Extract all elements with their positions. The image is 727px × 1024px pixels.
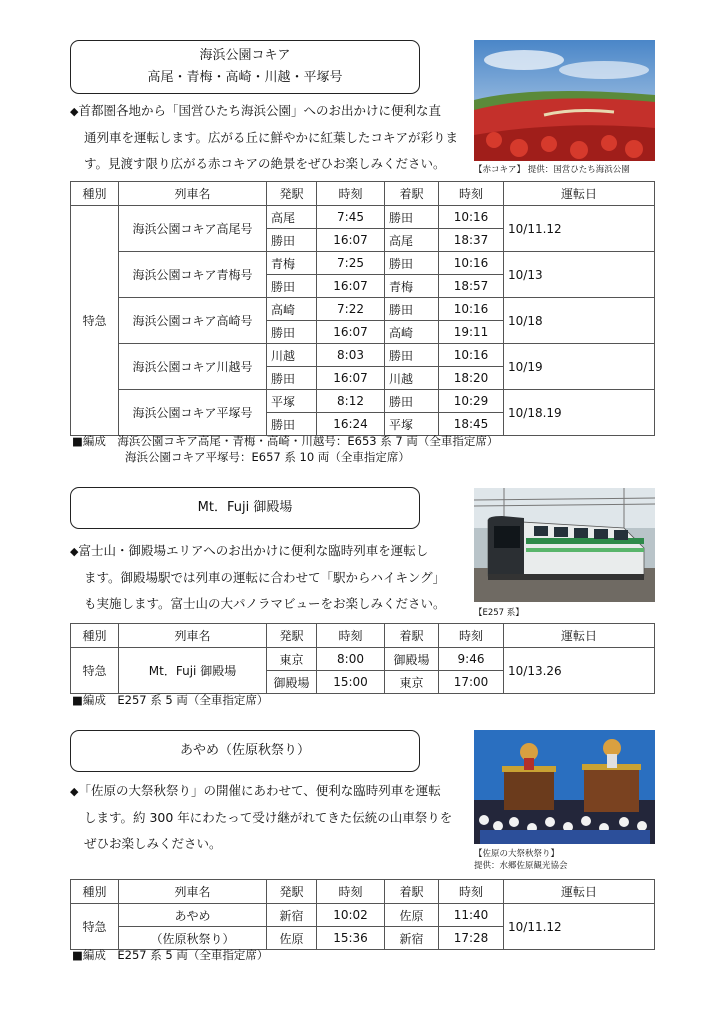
- table-header-row: [71, 182, 655, 206]
- intro-line: ◆首都圏各地から「国営ひたち海浜公園」へのお出かけに便利な直: [70, 103, 441, 118]
- table-header-row: [71, 624, 655, 648]
- section1-photo-caption: 【赤コキア】 提供：国営ひたち海浜公園: [474, 165, 630, 175]
- departure-time: 16:07: [317, 229, 385, 252]
- departure-station: 勝田: [267, 413, 317, 436]
- departure-station: 勝田: [267, 229, 317, 252]
- sawara-festival-photo: [474, 730, 655, 844]
- section3-intro: [70, 778, 470, 857]
- arrival-station: 青梅: [385, 275, 439, 298]
- departure-time: 8:00: [317, 648, 385, 671]
- train-name-line2: （佐原秋祭り）: [119, 927, 267, 950]
- arrival-station: 高尾: [385, 229, 439, 252]
- departure-station: 青梅: [267, 252, 317, 275]
- header-operating-days: 運転日: [504, 624, 655, 648]
- train-name: 海浜公園コキア高尾号: [119, 206, 267, 252]
- train-name: 海浜公園コキア平塚号: [119, 390, 267, 436]
- section1-formation-note: [72, 433, 498, 465]
- header-departure-station: 発駅: [267, 880, 317, 904]
- departure-station: 御殿場: [267, 671, 317, 694]
- section1-title-line1: 海浜公園コキア: [199, 48, 291, 63]
- section2-intro: [70, 538, 470, 617]
- departure-time: 16:07: [317, 321, 385, 344]
- departure-station: 勝田: [267, 275, 317, 298]
- header-type: 種別: [71, 624, 119, 648]
- arrival-time: 10:16: [439, 298, 504, 321]
- section2-timetable: [70, 623, 655, 694]
- arrival-time: 17:00: [439, 671, 504, 694]
- arrival-station: 勝田: [385, 390, 439, 413]
- header-train-name: 列車名: [119, 182, 267, 206]
- operating-days: 10/11.12: [504, 206, 655, 252]
- table-row: [71, 298, 655, 321]
- intro-line: ◆富士山・御殿場エリアへのお出かけに便利な臨時列車を運転し: [70, 543, 429, 558]
- caption-line: 【佐原の大祭秋祭り】: [474, 849, 560, 859]
- header-arrival-station: 着駅: [385, 182, 439, 206]
- operating-days: 10/19: [504, 344, 655, 390]
- departure-time: 8:03: [317, 344, 385, 367]
- kochia-photo: [474, 40, 655, 161]
- arrival-time: 17:28: [439, 927, 504, 950]
- intro-line: も実施します。富士山の大パノラマビューをお楽しみください。: [84, 596, 446, 611]
- header-operating-days: 運転日: [504, 880, 655, 904]
- arrival-time: 10:29: [439, 390, 504, 413]
- train-name-line1: あやめ: [119, 904, 267, 927]
- section1-timetable: [70, 181, 655, 436]
- departure-station: 川越: [267, 344, 317, 367]
- header-departure-time: 時刻: [317, 624, 385, 648]
- section3-timetable: [70, 879, 655, 950]
- arrival-time: 18:57: [439, 275, 504, 298]
- table-row: [71, 344, 655, 367]
- train-name: 海浜公園コキア高崎号: [119, 298, 267, 344]
- departure-time: 7:25: [317, 252, 385, 275]
- departure-time: 16:07: [317, 367, 385, 390]
- intro-line: ます。御殿場駅では列車の運転に合わせて「駅からハイキング」: [84, 570, 446, 585]
- header-arrival-station: 着駅: [385, 880, 439, 904]
- section1-title: [70, 40, 420, 94]
- operating-days: 10/11.12: [504, 904, 655, 950]
- arrival-time: 10:16: [439, 252, 504, 275]
- arrival-station: 佐原: [385, 904, 439, 927]
- section2-title: [70, 487, 420, 529]
- header-departure-time: 時刻: [317, 880, 385, 904]
- table-row: [71, 904, 655, 927]
- departure-time: 15:00: [317, 671, 385, 694]
- departure-station: 平塚: [267, 390, 317, 413]
- train-type: 特急: [71, 648, 119, 694]
- arrival-station: 勝田: [385, 344, 439, 367]
- caption-line: 提供：水郷佐原観光協会: [474, 861, 568, 871]
- header-arrival-time: 時刻: [439, 182, 504, 206]
- header-departure-station: 発駅: [267, 182, 317, 206]
- table-row: [71, 252, 655, 275]
- train-name: 海浜公園コキア川越号: [119, 344, 267, 390]
- intro-line: ◆「佐原の大祭秋祭り」の開催にあわせて、便利な臨時列車を運転: [70, 783, 441, 798]
- arrival-station: 平塚: [385, 413, 439, 436]
- table-row: [71, 648, 655, 671]
- intro-line: します。約 300 年にわたって受け継がれてきた伝統の山車祭りを: [84, 810, 453, 825]
- arrival-station: 勝田: [385, 206, 439, 229]
- departure-time: 15:36: [317, 927, 385, 950]
- departure-time: 10:02: [317, 904, 385, 927]
- operating-days: 10/18.19: [504, 390, 655, 436]
- section2-photo-caption: 【E257 系】: [474, 608, 524, 618]
- intro-line: ぜひお楽しみください。: [84, 836, 222, 851]
- departure-time: 7:22: [317, 298, 385, 321]
- table-header-row: [71, 880, 655, 904]
- operating-days: 10/13: [504, 252, 655, 298]
- header-arrival-time: 時刻: [439, 624, 504, 648]
- header-departure-station: 発駅: [267, 624, 317, 648]
- arrival-time: 10:16: [439, 206, 504, 229]
- header-departure-time: 時刻: [317, 182, 385, 206]
- train-name: Mt．Fuji 御殿場: [119, 648, 267, 694]
- header-type: 種別: [71, 880, 119, 904]
- section1-intro: [70, 98, 470, 177]
- section2-formation-note: ■編成 E257 系 5 両（全車指定席）: [72, 693, 269, 707]
- departure-time: 16:24: [317, 413, 385, 436]
- section3-photo-caption: [474, 848, 568, 872]
- arrival-station: 高崎: [385, 321, 439, 344]
- arrival-station: 勝田: [385, 298, 439, 321]
- arrival-time: 9:46: [439, 648, 504, 671]
- header-train-name: 列車名: [119, 624, 267, 648]
- arrival-station: 川越: [385, 367, 439, 390]
- header-arrival-time: 時刻: [439, 880, 504, 904]
- header-arrival-station: 着駅: [385, 624, 439, 648]
- table-row: [71, 390, 655, 413]
- arrival-station: 勝田: [385, 252, 439, 275]
- operating-days: 10/18: [504, 298, 655, 344]
- section3-title-text: あやめ（佐原秋祭り）: [179, 743, 310, 758]
- departure-station: 高尾: [267, 206, 317, 229]
- departure-station: 佐原: [267, 927, 317, 950]
- departure-time: 16:07: [317, 275, 385, 298]
- train-type: 特急: [71, 206, 119, 436]
- arrival-time: 18:45: [439, 413, 504, 436]
- arrival-time: 11:40: [439, 904, 504, 927]
- intro-line: す。見渡す限り広がる赤コキアの絶景をぜひお楽しみください。: [84, 156, 446, 171]
- section2-title-text: Mt．Fuji 御殿場: [197, 500, 293, 515]
- arrival-time: 18:37: [439, 229, 504, 252]
- arrival-station: 東京: [385, 671, 439, 694]
- section3-title: [70, 730, 420, 772]
- departure-station: 高崎: [267, 298, 317, 321]
- arrival-station: 新宿: [385, 927, 439, 950]
- arrival-time: 19:11: [439, 321, 504, 344]
- departure-station: 東京: [267, 648, 317, 671]
- intro-line: 通列車を運転します。広がる丘に鮮やかに紅葉したコキアが彩りま: [84, 130, 459, 145]
- section3-formation-note: ■編成 E257 系 5 両（全車指定席）: [72, 948, 269, 962]
- train-type: 特急: [71, 904, 119, 950]
- departure-time: 7:45: [317, 206, 385, 229]
- table-row: [71, 206, 655, 229]
- arrival-time: 10:16: [439, 344, 504, 367]
- header-type: 種別: [71, 182, 119, 206]
- formation-line: ■編成 海浜公園コキア高尾・青梅・高崎・川越号：E653 系 7 両（全車指定席）: [72, 434, 499, 448]
- section1-title-line2: 高尾・青梅・高崎・川越・平塚号: [147, 70, 343, 85]
- e257-train-photo: [474, 488, 655, 602]
- header-train-name: 列車名: [119, 880, 267, 904]
- arrival-time: 18:20: [439, 367, 504, 390]
- train-name: 海浜公園コキア青梅号: [119, 252, 267, 298]
- departure-time: 8:12: [317, 390, 385, 413]
- departure-station: 新宿: [267, 904, 317, 927]
- departure-station: 勝田: [267, 321, 317, 344]
- formation-line: 海浜公園コキア平塚号：E657 系 10 両（全車指定席）: [125, 450, 410, 464]
- departure-station: 勝田: [267, 367, 317, 390]
- header-operating-days: 運転日: [504, 182, 655, 206]
- arrival-station: 御殿場: [385, 648, 439, 671]
- operating-days: 10/13.26: [504, 648, 655, 694]
